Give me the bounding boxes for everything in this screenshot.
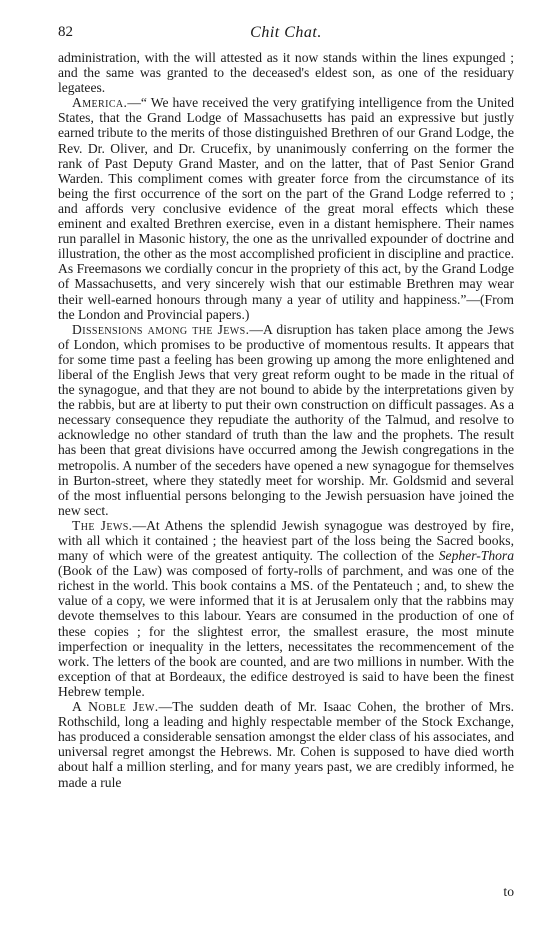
paragraph-text: (Book of the Law) was composed of forty-rolls of parchment, and was one of the richest in the world. This book contains a MS. of the Pentateuch ; and, to shew the value of a copy, we were informed that it is at Jerusalem only that the rabbins may devote themselves to this labour. Years are consumed in the production of one of these copies ; for the slightest error, the smallest erasure, the most minute imperfection or inequality in the letters, necessitates the recommencement of the work. The letters of the book are counted, and are two millions in number. With the exception of that at Bordeaux, the edifice destroyed is said to have been the finest Hebrew temple. xyxy=(58,563,514,699)
paragraph-text: —At Athens the splendid Jewish synagogue was destroyed by fire, with all which it contained ; the heaviest part of the loss being the Sacred books, many of which were of the greatest antiquity. The collection of the xyxy=(58,517,514,564)
paragraph-continuation xyxy=(58,50,514,95)
paragraph-text: administration, with the will attested as it now stands within the lines expunged ; and the same was granted to the deceased's eldest son, as one of the residuary legatees. xyxy=(58,50,514,96)
paragraph-the-jews xyxy=(58,518,514,699)
paragraph-dissensions xyxy=(58,322,514,518)
paragraph-heading: America. xyxy=(72,95,128,111)
paragraph-noble-jew xyxy=(58,699,514,790)
running-title: Chit Chat. xyxy=(250,24,322,41)
paragraph-heading: The Jews. xyxy=(72,517,133,533)
article-body xyxy=(58,50,514,790)
paragraph-text: —The sudden death of Mr. Isaac Cohen, the brother of Mrs. Rothschild, long a leading and highly respectable member of the Stock Exchange, has produced a considerable sensation amongst the elder class of his associates, and universal regret amongst the Hebrews. Mr. Cohen is supposed to have died worth about half a million sterling, and for many years past, we are credibly informed, he made a rule xyxy=(58,699,515,790)
page-number: 82 xyxy=(58,24,73,40)
italic-title: Sepher-Thora xyxy=(438,548,514,564)
paragraph-heading: Dissensions among the Jews. xyxy=(72,321,250,337)
paragraph-text: —A disruption has taken place among the Jews of London, which promises to be productive of momentous results. It appears that for some time past a feeling has been growing up among the more enlightened and liberal of the English Jews that very great reform ought to be made in the ritual of the synagogue, and that they are not bound to abide by the interpretations given by the rabbis, but are at liberty to put their own construction on difficult passages. As a necessary consequence they repudiate the authority of the Talmud, and resolve to acknowledge no other standard of truth than the law and the prophets. The result has been that great divisions have occurred among the Jewish congregations in the metropolis. A number of the seceders have opened a new synagogue for themselves in Burton-street, where they statedly meet for worship. Mr. Goldsmid and several of the most influential persons belonging to the Jewish persuasion have joined the new sect. xyxy=(58,321,514,518)
paragraph-america xyxy=(58,95,514,321)
page-header xyxy=(58,22,514,46)
catchword: to xyxy=(503,884,514,899)
paragraph-heading: A Noble Jew. xyxy=(72,699,159,715)
paragraph-text: —“ We have received the very gratifying intelligence from the United States, that the Grand Lodge of Massachusetts has paid an expressive but justly earned tribute to the merits of those distinguished Brethren of our Grand Lodge, the Rev. Dr. Oliver, and Dr. Crucefix, by unanimously conferring on the former the rank of Past Deputy Grand Master, and on the latter, that of Past Senior Grand Warden. This compliment comes with greater force from the circumstance of its being the first occurrence of the sort on the part of the Grand Lodge referred to ; and affords very conclusive evidence of the great moral effects which these eminent and exalted Brethren exercise, even in a distant hemisphere. Their names run parallel in Masonic history, the one as the unrivalled expounder of doctrine and illustration, the other as the most accomplished proficient in discipline and practice. As Freemasons we cordially concur in the propriety of this act, by the Grand Lodge of Massachusetts, and very sincerely wish that our estimable Brethren may wear their well-earned honours through many a year of utility and happiness.”—(From the London and Provincial papers.) xyxy=(58,95,514,322)
